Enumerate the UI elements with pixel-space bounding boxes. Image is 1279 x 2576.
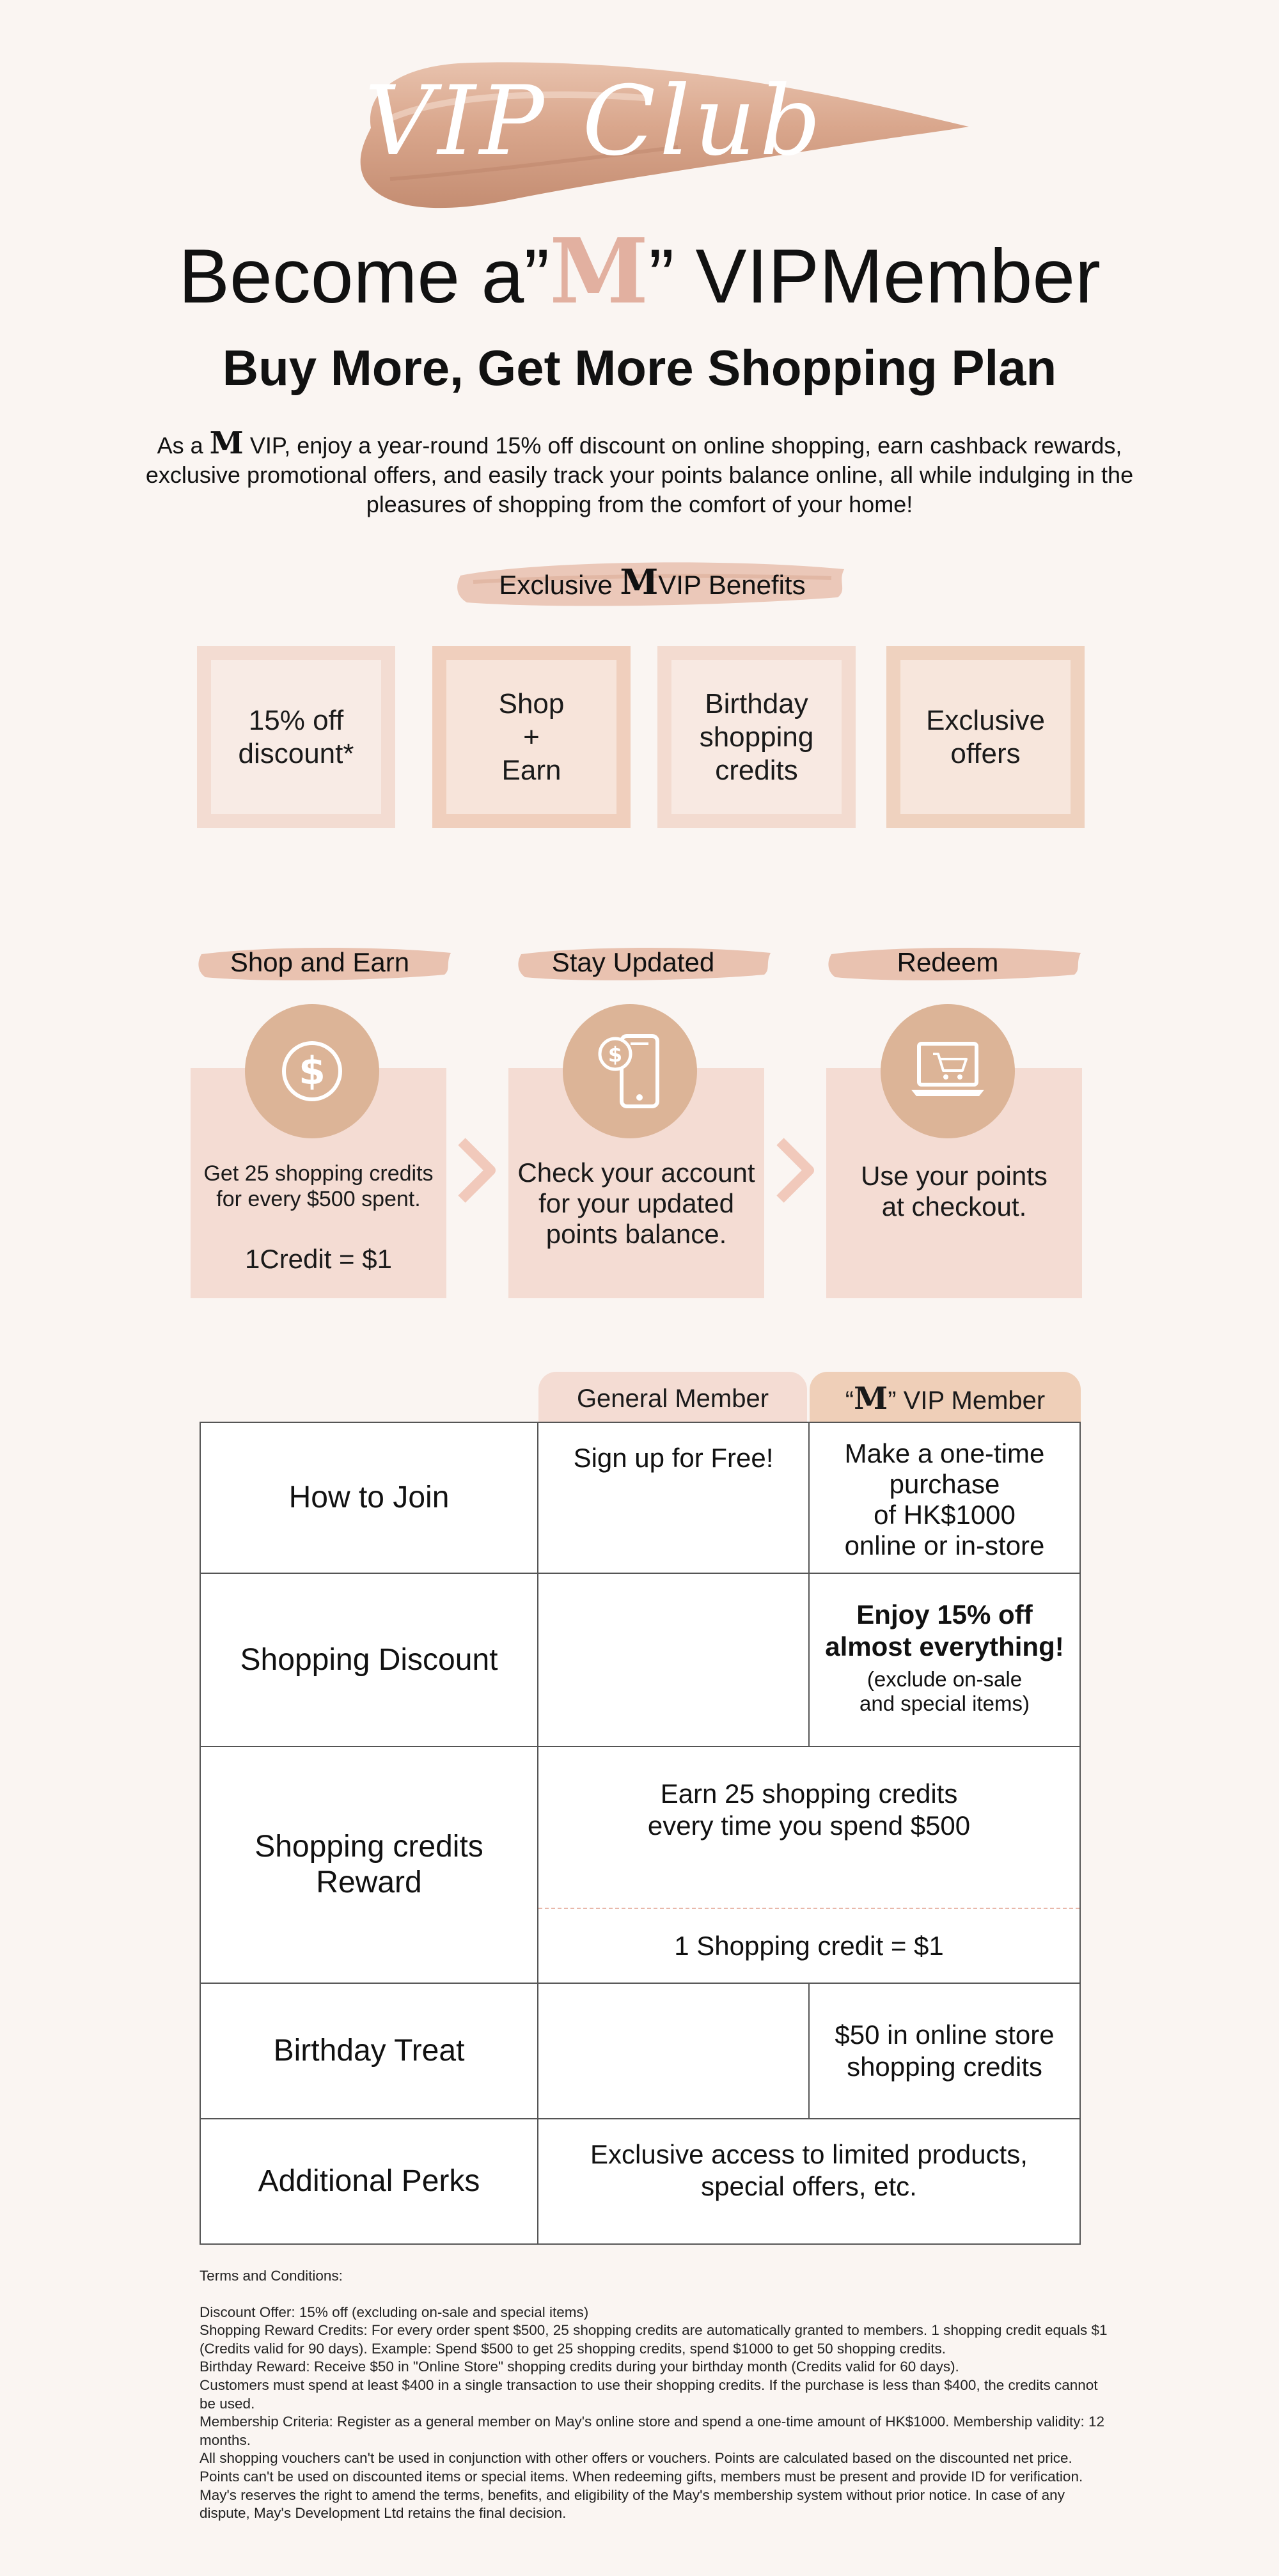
vip-quote-open: “ xyxy=(845,1386,854,1415)
page-subtitle: Buy More, Get More Shopping Plan xyxy=(222,340,1057,396)
cell-vip-discount-note: (exclude on-sale and special items) xyxy=(859,1667,1030,1715)
vip-club-script-title: VIP Club xyxy=(365,66,825,177)
cell-general-discount xyxy=(538,1574,808,1746)
m-logo-inline: M xyxy=(209,425,244,461)
m-logo: M xyxy=(549,219,649,324)
terms-line: All shopping vouchers can't be used in conjunction with other offers or vouchers. Points are calculated based on the discounted net price. Points can't be used on discounted items or special items. When redeeming gifts, members must be present and provide ID for verification. xyxy=(200,2450,1083,2485)
cell-credits-earn: Earn 25 shopping credits every time you spend $500 xyxy=(647,1779,971,1841)
title-suffix: ” VIPMember xyxy=(648,233,1101,319)
terms-line: Membership Criteria: Register as a general member on May's online store and spend a one-time amount of HK$1000. Membership validity: 12 months. xyxy=(200,2414,1104,2448)
row-label-additional-perks: Additional Perks xyxy=(258,2164,480,2198)
step-title-shop-earn: Shop and Earn xyxy=(230,947,410,977)
cell-credits-conversion: 1 Shopping credit = $1 xyxy=(674,1930,944,1961)
benefit-card-birthday xyxy=(657,646,856,828)
column-header-vip-member xyxy=(810,1372,1081,1422)
title-prefix: Become a” xyxy=(178,233,550,319)
cell-general-join: Sign up for Free! xyxy=(573,1443,774,1473)
row-label-birthday-treat: Birthday Treat xyxy=(273,2034,465,2068)
terms-line: Birthday Reward: Receive $50 in "Online Store" shopping credits during your birthday month (Credits valid for 60 days). xyxy=(200,2359,959,2375)
step-text-stay-updated: Check your account for your updated points balance. xyxy=(517,1158,755,1249)
benefit-card-label: 15% off discount* xyxy=(211,660,381,814)
m-logo-inline: M xyxy=(854,1381,888,1417)
benefit-card-shop-earn xyxy=(432,646,631,828)
step-text-shop-earn: Get 25 shopping credits for every $500 spent. xyxy=(203,1161,434,1211)
terms-spacer xyxy=(200,2286,1108,2304)
chevron-right-icon xyxy=(774,1135,819,1206)
terms-line: Customers must spend at least $400 in a single transaction to use their shopping credits. If the purchase is less than $400, the credits cannot be used. xyxy=(200,2376,1098,2412)
terms-line: Shopping Reward Credits: For every order spent $500, 25 shopping credits are automatically granted to members. 1 shopping credit equals $1 (Credits valid for 90 days). Example: Spend $500 to get 25 shopping credits, spend $1000 to get 50 shopping credits. xyxy=(200,2322,1108,2357)
cell-vip-discount-offer: Enjoy 15% off almost everything! xyxy=(825,1599,1064,1661)
column-header-general-member: General Member xyxy=(538,1372,807,1422)
benefits-heading-suffix: VIP Benefits xyxy=(658,570,806,600)
benefit-card-label: Shop + Earn xyxy=(446,660,616,814)
step-circle-shop-earn xyxy=(245,1004,379,1138)
cell-vip-join: Make a one-time purchase of HK$1000 online or in-store xyxy=(844,1438,1045,1560)
terms-and-conditions xyxy=(200,2267,1108,2561)
step-note-credit-rate: 1Credit = $1 xyxy=(245,1244,392,1274)
svg-text:$: $ xyxy=(608,1042,623,1067)
chevron-right-icon xyxy=(455,1135,500,1206)
step-text-redeem: Use your points at checkout. xyxy=(861,1161,1048,1221)
cell-general-birthday xyxy=(538,1984,808,2118)
benefits-heading xyxy=(454,556,851,608)
terms-heading: Terms and Conditions: xyxy=(200,2268,343,2284)
row-label-shopping-credits: Shopping credits Reward xyxy=(255,1830,483,1899)
intro-prefix: As a xyxy=(157,432,210,459)
benefit-card-label: Exclusive offers xyxy=(900,660,1071,814)
cell-additional-perks: Exclusive access to limited products, special offers, etc. xyxy=(590,2139,1028,2201)
row-label-shopping-discount: Shopping Discount xyxy=(240,1642,498,1677)
benefits-heading-prefix: Exclusive xyxy=(499,570,620,600)
intro-paragraph xyxy=(128,425,1151,518)
step-title-stay-updated: Stay Updated xyxy=(551,947,715,977)
step-circle-redeem xyxy=(881,1004,1015,1138)
benefit-card-label: Birthday shopping credits xyxy=(671,660,842,814)
mobile-phone-icon xyxy=(582,1023,678,1119)
dollar-coin-icon xyxy=(274,1033,350,1110)
vip-header-suffix: ” VIP Member xyxy=(888,1386,1046,1415)
row-label-how-to-join: How to Join xyxy=(288,1480,450,1514)
page-title xyxy=(0,219,1279,324)
intro-text: VIP, enjoy a year-round 15% off discount on online shopping, earn cashback rewards, exclusive promotional offers, and easily track your points balance online, all while indulging in the pleasures of shopping from the comfort of your home! xyxy=(145,432,1134,517)
step-title-redeem: Redeem xyxy=(897,947,999,977)
laptop-cart-icon xyxy=(900,1023,996,1119)
step-circle-stay-updated xyxy=(563,1004,697,1138)
benefit-card-exclusive xyxy=(886,646,1085,828)
terms-line: Discount Offer: 15% off (excluding on-sale and special items) xyxy=(200,2304,589,2320)
cell-vip-birthday: $50 in online store shopping credits xyxy=(835,2020,1055,2082)
m-logo-inline: M xyxy=(620,562,659,602)
terms-line: May's reserves the right to amend the terms, benefits, and eligibility of the May's membership system without prior notice. In case of any dispute, May's Development Ltd retains the final decision. xyxy=(200,2486,1065,2522)
svg-text:$: $ xyxy=(299,1049,326,1094)
benefit-card-discount xyxy=(197,646,395,828)
